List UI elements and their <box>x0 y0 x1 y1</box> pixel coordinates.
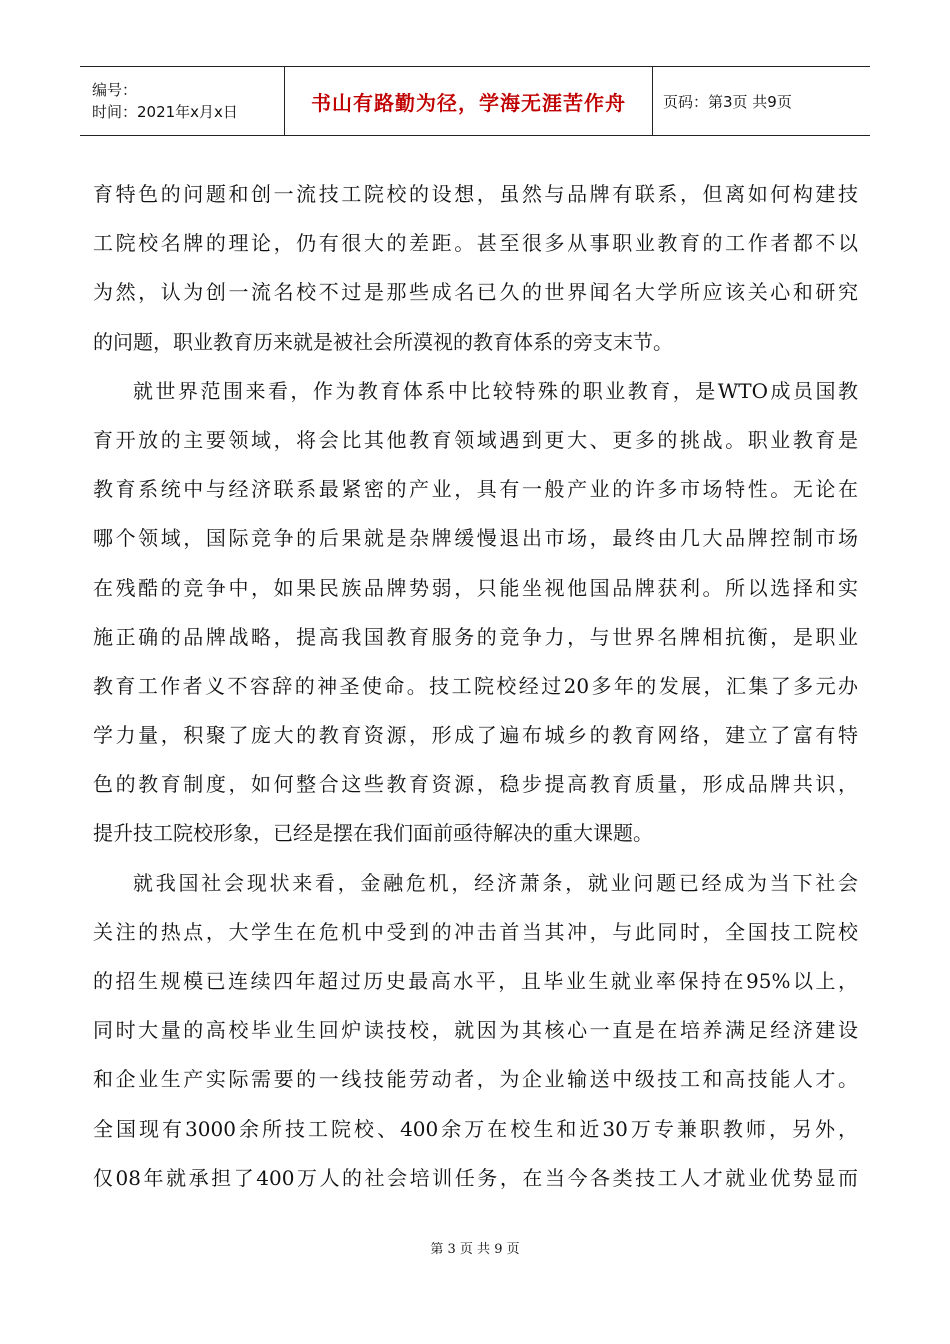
body-line: 育开放的主要领域，将会比其他教育领域遇到更大、更多的挑战。职业教育是 <box>93 427 858 452</box>
body-line: 工院校名牌的理论，仍有很大的差距。甚至很多从事职业教育的工作者都不以 <box>93 231 858 256</box>
page-footer: 第 3 页 共 9 页 <box>430 1242 520 1257</box>
document-header <box>80 66 870 136</box>
body-line: 在残酷的竞争中，如果民族品牌势弱，只能坐视他国品牌获利。所以选择和实 <box>93 575 858 600</box>
body-line: 哪个领域，国际竞争的后果就是杂牌缓慢退出市场，最终由几大品牌控制市场 <box>93 526 858 551</box>
paragraph-first-line: 就我国社会现状来看，金融危机，经济萧条，就业问题已经成为当下社会 <box>133 870 858 895</box>
body-line: 关注的热点，大学生在危机中受到的冲击首当其冲，与此同时，全国技工院校 <box>93 919 858 944</box>
body-line: 同时大量的高校毕业生回炉读技校，就因为其核心一直是在培养满足经济建设 <box>93 1018 858 1043</box>
body-line: 的问题，职业教育历来就是被社会所漠视的教育体系的旁支末节。 <box>93 329 673 354</box>
body-line: 的招生规模已连续四年超过历史最高水平，且毕业生就业率保持在95%以上， <box>93 969 858 993</box>
header-meta <box>80 67 285 135</box>
body-line: 色的教育制度，如何整合这些教育资源，稳步提高教育质量，形成品牌共识， <box>93 772 858 797</box>
body-line: 和企业生产实际需要的一线技能劳动者，为企业输送中级技工和高技能人才。 <box>93 1067 858 1092</box>
document-number-label: 编号： <box>92 81 138 99</box>
body-line: 为然，认为创一流名校不过是那些成名已久的世界闻名大学所应该关心和研究 <box>93 280 858 305</box>
header-motto: 书山有路勤为径，学海无涯苦作舟 <box>285 67 653 135</box>
body-line: 提升技工院校形象，已经是摆在我们面前亟待解决的重大课题。 <box>93 821 653 846</box>
body-line: 教育系统中与经济联系最紧密的产业，具有一般产业的许多市场特性。无论在 <box>93 477 858 502</box>
document-time-label: 时间：2021年x月x日 <box>92 103 238 121</box>
body-line: 教育工作者义不容辞的神圣使命。技工院校经过20多年的发展，汇集了多元办 <box>93 673 858 698</box>
header-page-label: 页码：第3页 共9页 <box>663 92 792 111</box>
paragraph-first-line: 就世界范围来看，作为教育体系中比较特殊的职业教育，是WTO成员国教 <box>133 378 858 403</box>
body-line: 学力量，积聚了庞大的教育资源，形成了遍布城乡的教育网络，建立了富有特 <box>93 723 858 748</box>
body-line: 仅08年就承担了400万人的社会培训任务，在当今各类技工人才就业优势显而 <box>93 1165 858 1190</box>
body-line: 育特色的问题和创一流技工院校的设想，虽然与品牌有联系，但离如何构建技 <box>93 182 858 206</box>
body-line: 全国现有3000余所技工院校、400余万在校生和近30万专兼职教师，另外， <box>93 1116 858 1141</box>
body-line: 施正确的品牌战略，提高我国教育服务的竞争力，与世界名牌相抗衡，是职业 <box>93 624 858 649</box>
document-body <box>93 170 858 1203</box>
